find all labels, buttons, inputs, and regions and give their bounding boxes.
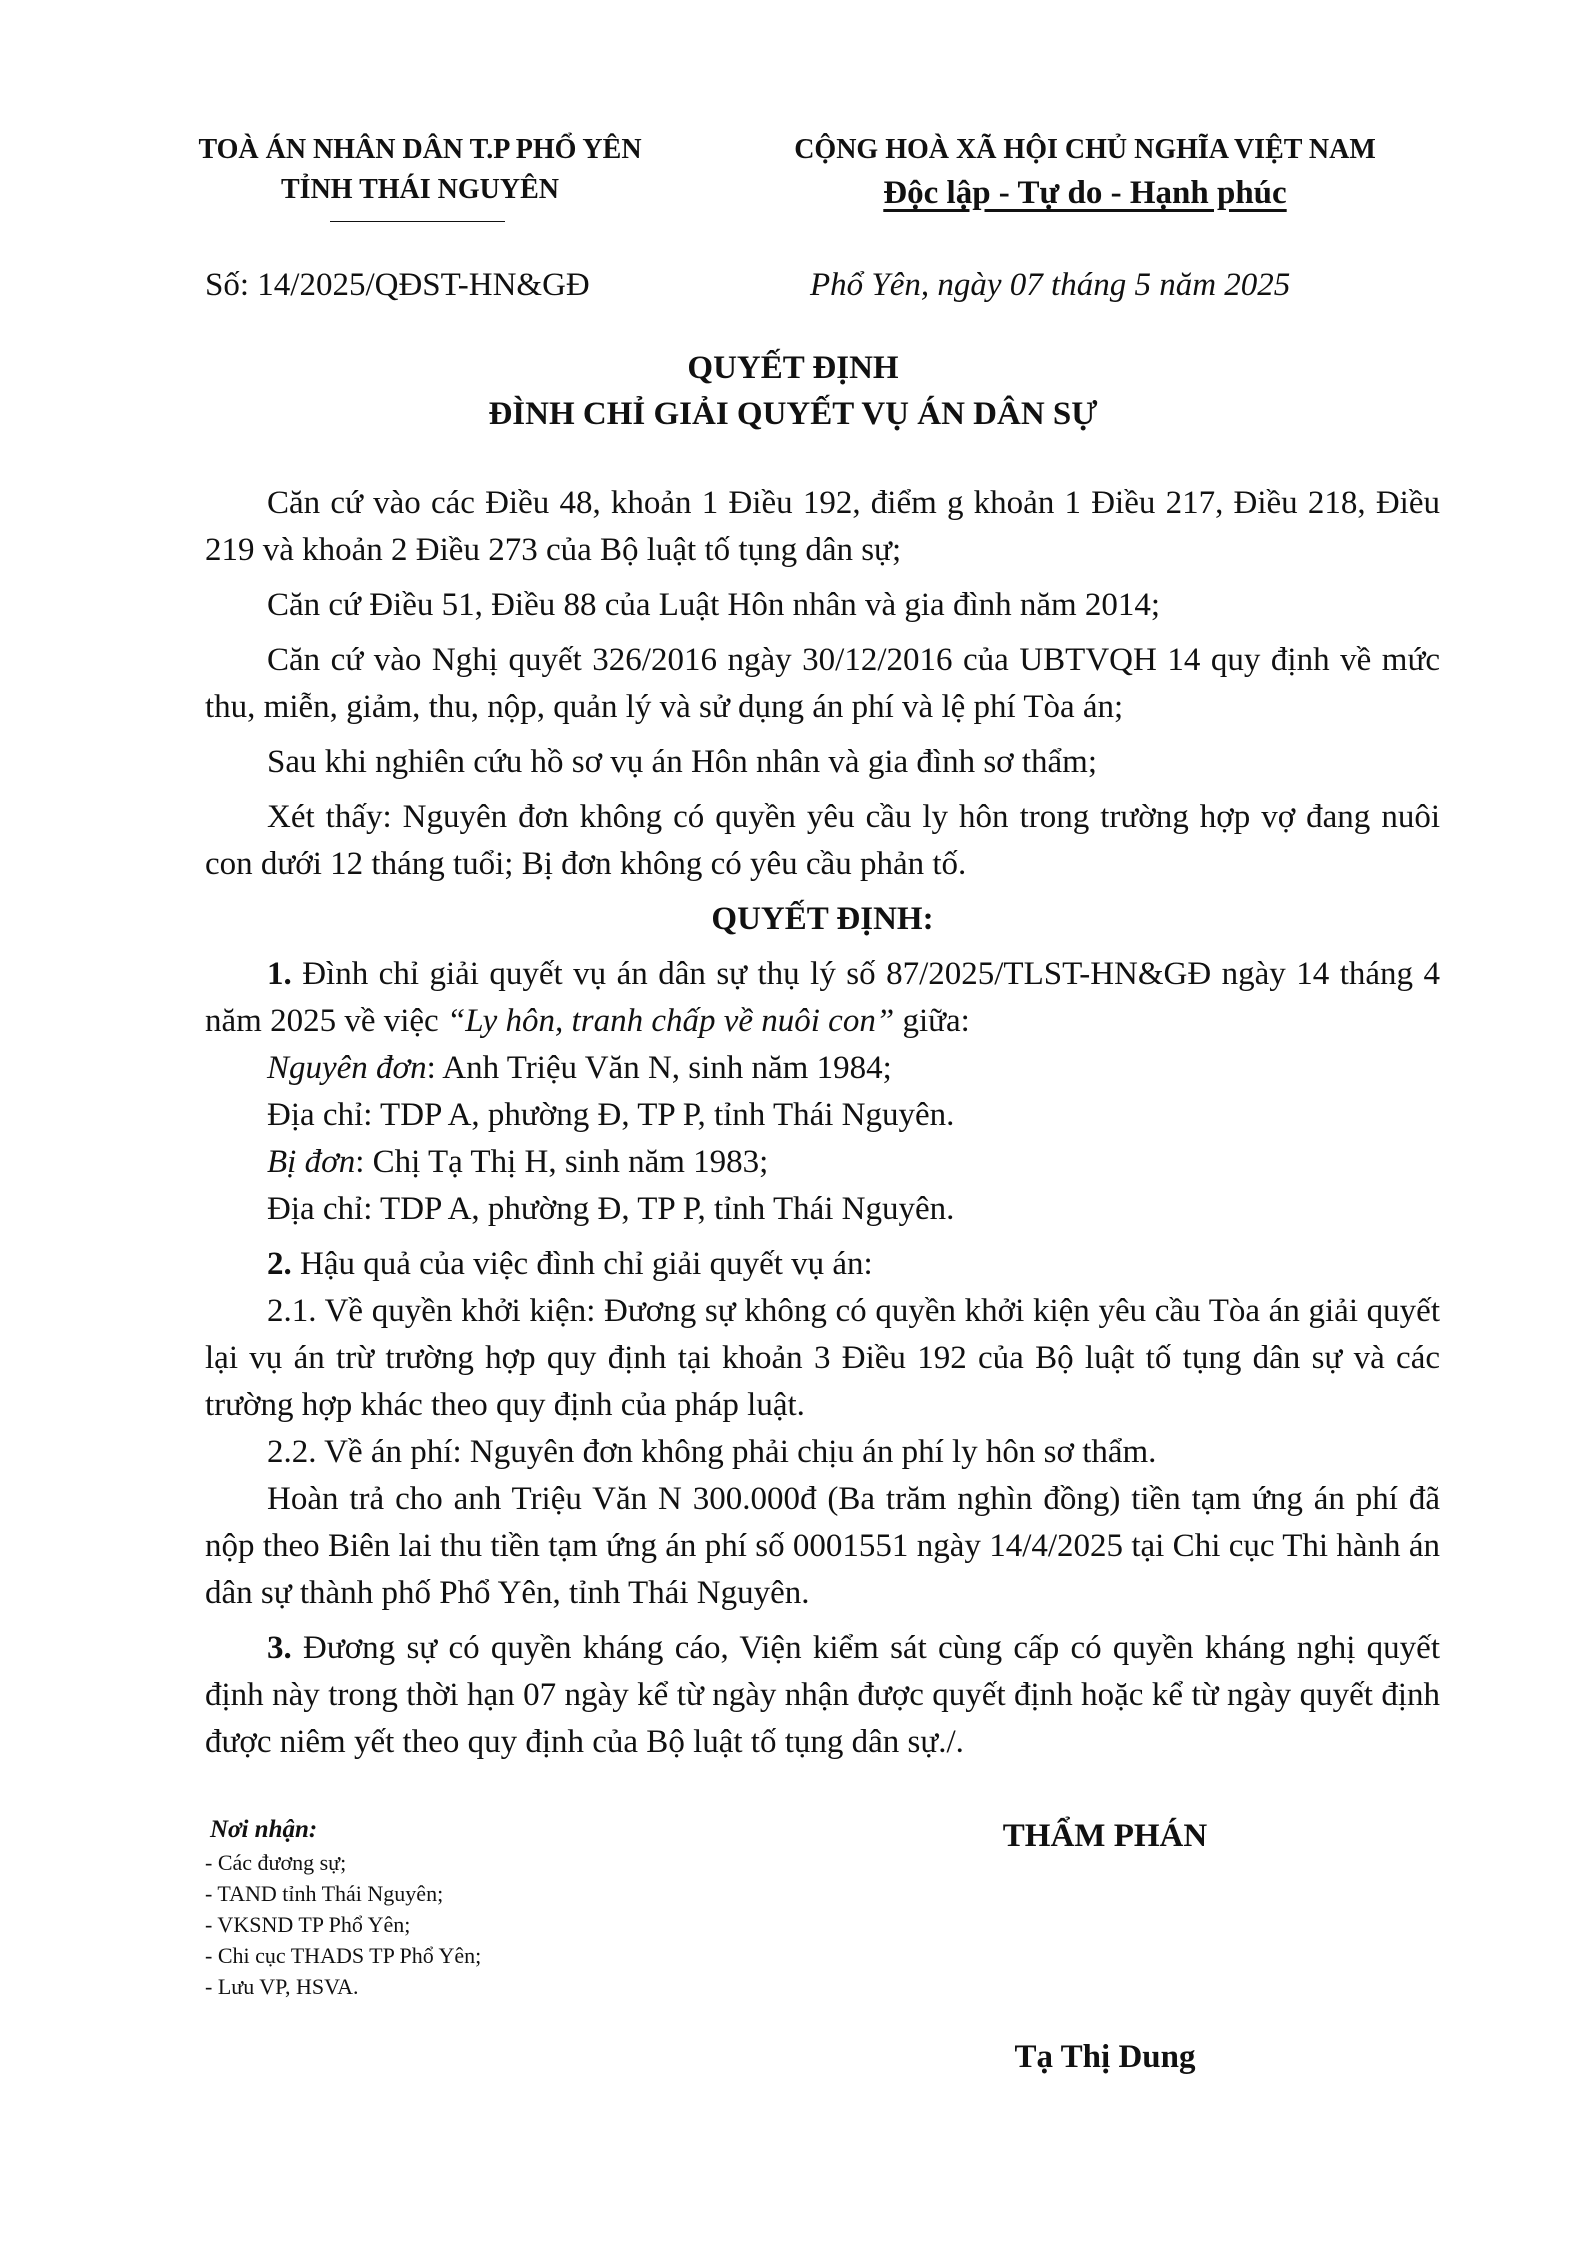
court-province: TỈNH THÁI NGUYÊN bbox=[281, 174, 559, 205]
decision-item-2 bbox=[205, 1241, 1440, 1288]
legal-basis-3: Căn cứ vào Nghị quyết 326/2016 ngày 30/12/2016 của UBTVQH 14 quy định về mức thu, miễn, giảm, thu, nộp, quản lý và sử dụng án phí và lệ phí Tòa án; bbox=[205, 642, 1440, 725]
document-number: Số: 14/2025/QĐST-HN&GĐ bbox=[205, 267, 590, 303]
document-subtitle: ĐÌNH CHỈ GIẢI QUYẾT VỤ ÁN DÂN SỰ bbox=[488, 396, 1098, 432]
item-number: 2. bbox=[267, 1246, 292, 1282]
plaintiff-label: Nguyên đơn bbox=[267, 1050, 427, 1086]
national-motto: Độc lập - Tự do - Hạnh phúc bbox=[883, 175, 1287, 211]
legal-basis-2: Căn cứ Điều 51, Điều 88 của Luật Hôn nhân và gia đình năm 2014; bbox=[267, 587, 1161, 623]
defendant-address: Địa chỉ: TDP A, phường Đ, TP P, tỉnh Thái Nguyên. bbox=[267, 1191, 955, 1227]
recipient-item: - Các đương sự; bbox=[205, 1850, 347, 1875]
recipient-item: - VKSND TP Phổ Yên; bbox=[205, 1912, 411, 1937]
header-divider bbox=[330, 221, 505, 222]
item-text-end: giữa: bbox=[894, 1003, 970, 1039]
decision-heading: QUYẾT ĐỊNH: bbox=[711, 901, 934, 937]
finding-statement: Xét thấy: Nguyên đơn không có quyền yêu cầu ly hôn trong trường hợp vợ đang nuôi con dưới 12 tháng tuổi; Bị đơn không có yêu cầu phản tố. bbox=[205, 799, 1440, 882]
document-body bbox=[205, 480, 1440, 1774]
item-text: Đình chỉ giải quyết vụ án dân sự thụ lý số 87/2025/TLST-HN&GĐ ngày 14 tháng 4 năm 2025 về việc bbox=[205, 956, 1440, 1039]
plaintiff-line bbox=[205, 1045, 1440, 1092]
plaintiff-address: Địa chỉ: TDP A, phường Đ, TP P, tỉnh Thái Nguyên. bbox=[267, 1097, 955, 1133]
court-name: TOÀ ÁN NHÂN DÂN T.P PHỔ YÊN bbox=[198, 134, 642, 165]
plaintiff-info: : Anh Triệu Văn N, sinh năm 1984; bbox=[426, 1050, 892, 1086]
case-name: “Ly hôn, tranh chấp về nuôi con” bbox=[446, 1003, 895, 1039]
defendant-label: Bị đơn bbox=[267, 1144, 356, 1180]
place-and-date: Phổ Yên, ngày 07 tháng 5 năm 2025 bbox=[810, 267, 1291, 303]
decision-item-1 bbox=[205, 951, 1440, 1045]
lawsuit-rights: 2.1. Về quyền khởi kiện: Đương sự không có quyền khởi kiện yêu cầu Tòa án giải quyết lại vụ án trừ trường hợp quy định tại khoản 3 Điều 192 của Bộ luật tố tụng dân sự và các trường hợp khác theo quy định của pháp luật. bbox=[205, 1293, 1440, 1423]
item-number: 1. bbox=[267, 956, 292, 992]
recipient-item: - Lưu VP, HSVA. bbox=[205, 1974, 359, 1999]
court-header bbox=[150, 130, 690, 210]
recipients-block bbox=[205, 1813, 725, 2002]
item-text: Đương sự có quyền kháng cáo, Viện kiểm sát cùng cấp có quyền kháng nghị quyết định này trong thời hạn 07 ngày kể từ ngày nhận được quyết định hoặc kể từ ngày quyết định được niêm yết theo quy định của Bộ luật tố tụng dân sự./. bbox=[205, 1630, 1440, 1760]
item-text: Hậu quả của việc đình chỉ giải quyết vụ án: bbox=[291, 1246, 873, 1282]
decision-item-3 bbox=[205, 1625, 1440, 1766]
document-title: QUYẾT ĐỊNH bbox=[687, 350, 899, 386]
legal-basis-1: Căn cứ vào các Điều 48, khoản 1 Điều 192, điểm g khoản 1 Điều 217, Điều 218, Điều 219 và khoản 2 Điều 273 của Bộ luật tố tụng dân sự; bbox=[205, 485, 1440, 568]
item-number: 3. bbox=[267, 1630, 292, 1666]
recipients-title: Nơi nhận: bbox=[210, 1816, 318, 1843]
review-statement: Sau khi nghiên cứu hồ sơ vụ án Hôn nhân và gia đình sơ thẩm; bbox=[267, 744, 1098, 780]
court-fee: 2.2. Về án phí: Nguyên đơn không phải chịu án phí ly hôn sơ thẩm. bbox=[267, 1434, 1157, 1470]
national-header bbox=[735, 130, 1435, 216]
defendant-info: : Chị Tạ Thị H, sinh năm 1983; bbox=[355, 1144, 769, 1180]
signer-name: Tạ Thị Dung bbox=[1014, 2039, 1196, 2075]
fee-refund: Hoàn trả cho anh Triệu Văn N 300.000đ (Ba trăm nghìn đồng) tiền tạm ứng án phí đã nộp theo Biên lai thu tiền tạm ứng án phí số 0001551 ngày 14/4/2025 tại Chi cục Thi hành án dân sự thành phố Phổ Yên, tỉnh Thái Nguyên. bbox=[205, 1481, 1440, 1611]
recipient-item: - Chi cục THADS TP Phổ Yên; bbox=[205, 1943, 482, 1968]
signer-title: THẨM PHÁN bbox=[1002, 1818, 1208, 1854]
recipient-item: - TAND tỉnh Thái Nguyên; bbox=[205, 1881, 444, 1906]
national-title: CỘNG HOÀ XÃ HỘI CHỦ NGHĨA VIỆT NAM bbox=[794, 134, 1376, 165]
defendant-line bbox=[205, 1139, 1440, 1186]
